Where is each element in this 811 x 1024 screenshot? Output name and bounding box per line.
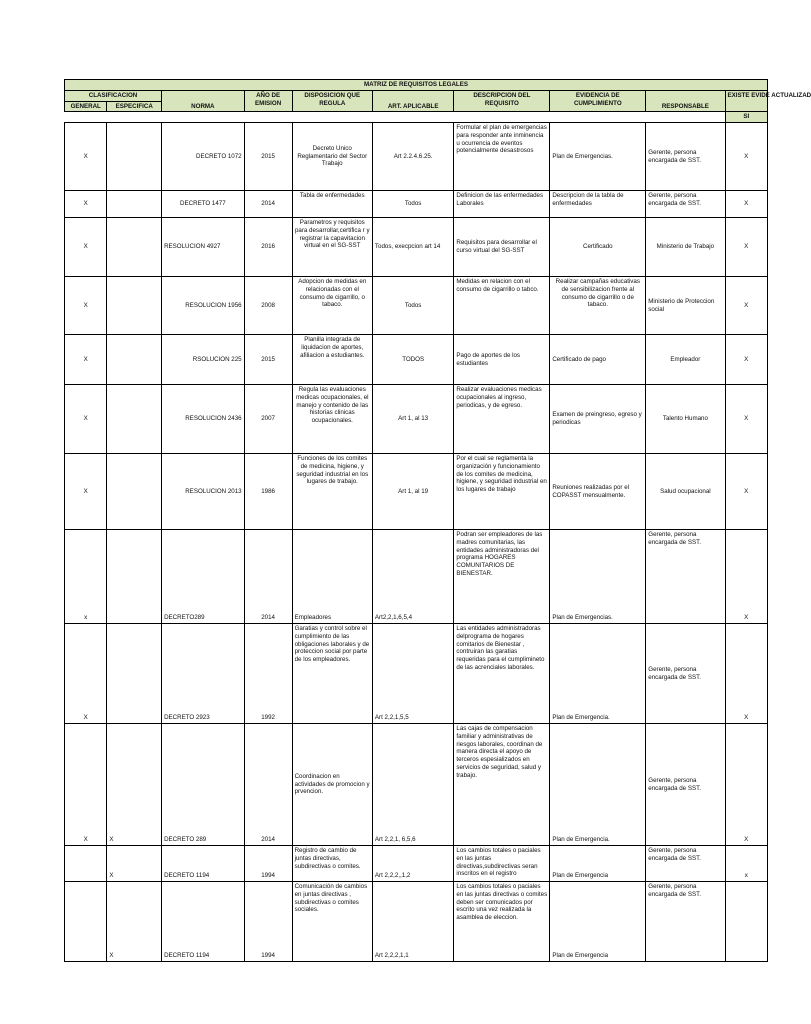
table-row: [65, 530, 768, 624]
cell-disposicion: Garatias y control sobre el cumplimiento de las obligaciones laborales y de proteccion social por parte de los empleadores.: [292, 624, 372, 724]
cell-especifica: [107, 454, 162, 530]
cell-disposicion: Empleadores: [292, 530, 372, 624]
header-si: SI: [725, 112, 768, 123]
table-row: [65, 454, 768, 530]
cell-art: Todos: [372, 191, 453, 218]
cell-general: X: [65, 454, 107, 530]
header-art-aplicable: ART. APLICABLE: [372, 90, 453, 112]
cell-norma: RSOLUCION 225: [162, 335, 245, 385]
cell-evidencia: Realizar campañas educativas de sensibilizacion frente al consumo de cigarrillo o de tabaco.: [550, 277, 646, 335]
cell-descripcion: Podran ser empleadores de las madres comunitarias, las entidades administradoras del programa HOGARES COMUNITARIOS DE BIENESTAR.: [454, 530, 550, 624]
cell-general: [65, 846, 107, 882]
cell-art: Art 2,2,1, 6,5,6: [372, 724, 453, 846]
cell-general: X: [65, 191, 107, 218]
cell-general: [65, 882, 107, 962]
cell-especifica: X: [107, 882, 162, 962]
header-especifica: ESPECIFICA: [107, 101, 162, 112]
cell-responsable: Gerente, persona encargada de SST.: [646, 624, 725, 724]
cell-responsable: Salud ocupacional: [646, 454, 725, 530]
table-row: [65, 724, 768, 846]
cell-evidencia: Plan de Emergencias.: [550, 530, 646, 624]
cell-disposicion: Registro de cambio de juntas directivas, subdirectivas o comites.: [292, 846, 372, 882]
table-row: [65, 123, 768, 191]
cell-general: x: [65, 530, 107, 624]
cell-disposicion: Comunicación de cambios en juntas directivas , subdirectivas o comites sociales.: [292, 882, 372, 962]
cell-evidencia: Plan de Emergencia.: [550, 624, 646, 724]
cell-evidencia: Examen de preingreso, egreso y periodicas: [550, 385, 646, 454]
cell-evidencia: Plan de Emergencia: [550, 846, 646, 882]
cell-si: X: [725, 335, 768, 385]
cell-responsable: Gerente, persona encargada de SST.: [646, 530, 725, 624]
cell-especifica: [107, 385, 162, 454]
cell-general: X: [65, 123, 107, 191]
cell-art: Art 1, al 13: [372, 385, 453, 454]
cell-especifica: [107, 335, 162, 385]
cell-disposicion: Coordinacion en actividades de promocion y prvencion.: [292, 724, 372, 846]
table-row: [65, 882, 768, 962]
cell-responsable: Gerente, persona encargada de SST.: [646, 882, 725, 962]
cell-responsable: Gerente, persona encargada de SST.: [646, 724, 725, 846]
cell-si: X: [725, 277, 768, 335]
cell-anio: 2014: [244, 530, 292, 624]
cell-norma: DECRETO289: [162, 530, 245, 624]
header-spacer: [65, 112, 726, 123]
cell-art: Art 2,2,2,,1,2: [372, 846, 453, 882]
cell-si: X: [725, 724, 768, 846]
cell-descripcion: Definicion de las enfermedades Laborales: [454, 191, 550, 218]
cell-norma: DECRETO 1194: [162, 846, 245, 882]
cell-si: X: [725, 454, 768, 530]
cell-especifica: [107, 123, 162, 191]
table-row: [65, 218, 768, 277]
header-responsable: RESPONSABLE: [646, 90, 725, 112]
cell-norma: DECRETO 289: [162, 724, 245, 846]
cell-descripcion: Por el cual se reglamenta la organización y funcionamiento de los comites de medicina, higiene, y seguridad industrial en los lugares de trabajo: [454, 454, 550, 530]
cell-responsable: Ministerio de Trabajo: [646, 218, 725, 277]
cell-disposicion: Funciones de los comites de medicina, higiene, y seguridad industrial en los lugares de trabajo.: [292, 454, 372, 530]
cell-evidencia: Certificado: [550, 218, 646, 277]
cell-art: Art 2,2,2,1,1: [372, 882, 453, 962]
cell-especifica: [107, 277, 162, 335]
table-row: [65, 846, 768, 882]
cell-general: X: [65, 385, 107, 454]
table-row: [65, 385, 768, 454]
cell-anio: 2014: [244, 191, 292, 218]
cell-descripcion: Medidas en relacion con el consumo de cigarrillo o tabco.: [454, 277, 550, 335]
cell-anio: 1994: [244, 882, 292, 962]
table-row: [65, 335, 768, 385]
cell-descripcion: Formular el plan de emergencias para responder ante inminencia u ocurrencia de eventos potencialmente desastrosos: [454, 123, 550, 191]
cell-anio: 2008: [244, 277, 292, 335]
cell-disposicion: Planilla integrada de liquidacion de aportes, afiliacion a estudiantes.: [292, 335, 372, 385]
cell-art: TODOS: [372, 335, 453, 385]
cell-descripcion: Los cambios totales o paciales en las juntas directivas o comites deben ser comunicados por escrito una vez realizada la asamblea de eleccion.: [454, 882, 550, 962]
cell-evidencia: Certificado de pago: [550, 335, 646, 385]
cell-descripcion: Realizar evaluaciones medicas ocupacionales al ingreso, periodicas, y de egreso.: [454, 385, 550, 454]
cell-disposicion: Adopcion de medidas en relacionadas con el consumo de cigarrillo, o tabaco.: [292, 277, 372, 335]
cell-si: X: [725, 123, 768, 191]
cell-responsable: Gerente, persona encargada de SST.: [646, 846, 725, 882]
header-general: GENERAL: [65, 101, 107, 112]
cell-anio: 2016: [244, 218, 292, 277]
legal-requirements-matrix: [64, 79, 811, 962]
cell-art: Art 1, al 19: [372, 454, 453, 530]
cell-si: X: [725, 530, 768, 624]
cell-general: X: [65, 335, 107, 385]
cell-norma: DECRETO 1194: [162, 882, 245, 962]
cell-si: X: [725, 218, 768, 277]
table-row: [65, 277, 768, 335]
cell-general: X: [65, 724, 107, 846]
cell-si: X: [725, 191, 768, 218]
cell-responsable: Gerente, persona encargada de SST.: [646, 123, 725, 191]
cell-norma: DECRETO 1477: [162, 191, 245, 218]
cell-anio: 2015: [244, 123, 292, 191]
header-clasificacion: CLASIFICACION: [65, 90, 162, 101]
cell-descripcion: Las entidades administradoras delprograma de hogares comitarios de Bienestar , contruiran las garatias requeridas para el cumplimineto de las acrenciales laborales.: [454, 624, 550, 724]
cell-especifica: [107, 530, 162, 624]
cell-art: Art 2.2.4.6.25.: [372, 123, 453, 191]
cell-norma: DECRETO 2923: [162, 624, 245, 724]
table-row: [65, 624, 768, 724]
cell-disposicion: Tabla de enfermedades: [292, 191, 372, 218]
header-disposicion: DISPOSICION QUE REGULA: [292, 90, 372, 112]
cell-general: X: [65, 218, 107, 277]
cell-evidencia: Plan de Emergencia: [550, 882, 646, 962]
cell-descripcion: Requisitos para desarrollar el curso virtual del SG-SST: [454, 218, 550, 277]
cell-norma: RESOLUCION 2013: [162, 454, 245, 530]
cell-responsable: Empleador: [646, 335, 725, 385]
cell-especifica: [107, 218, 162, 277]
header-anio: AÑO DE EMISION: [244, 90, 292, 112]
cell-anio: 2015: [244, 335, 292, 385]
cell-art: Art2,2,1,6,5,4: [372, 530, 453, 624]
cell-responsable: Ministerio de Proteccion social: [646, 277, 725, 335]
header-existe-evidencia: EXISTE EVIDE ACTUALIZAD: [725, 90, 768, 112]
cell-disposicion: Parametros y requisitos para desarrollar,certifica r y registrar la capavitacion virtual en el SG-SST: [292, 218, 372, 277]
cell-anio: 2007: [244, 385, 292, 454]
cell-anio: 1986: [244, 454, 292, 530]
cell-art: Todos, execpcion art 14: [372, 218, 453, 277]
cell-anio: 1992: [244, 624, 292, 724]
cell-norma: RESOLUCION 4927: [162, 218, 245, 277]
header-descripcion: DESCRIPCION DEL REQUISITO: [454, 90, 550, 112]
cell-evidencia: Reuniones realizadas por el COPASST mensualmente.: [550, 454, 646, 530]
cell-descripcion: Pago de aportes de los estudiantes: [454, 335, 550, 385]
cell-general: X: [65, 277, 107, 335]
cell-evidencia: Descripcion de la tabla de enfermedades: [550, 191, 646, 218]
cell-descripcion: Los cambios totales o paciales en las juntas directivas,subdirectivas seran inscritos en el registro: [454, 846, 550, 882]
cell-anio: 1994: [244, 846, 292, 882]
cell-evidencia: Plan de Emergencias.: [550, 123, 646, 191]
cell-evidencia: Plan de Emergencia.: [550, 724, 646, 846]
cell-responsable: Gerente, persona encargada de SST.: [646, 191, 725, 218]
cell-especifica: [107, 191, 162, 218]
cell-disposicion: Regula las evaluaciones medicas ocupacionales, el manejo y contenido de las historias clinicas ocupacionales.: [292, 385, 372, 454]
cell-si: X: [725, 624, 768, 724]
cell-norma: RESOLUCION 2436: [162, 385, 245, 454]
cell-especifica: X: [107, 846, 162, 882]
header-norma: NORMA: [162, 90, 245, 112]
cell-norma: RESOLUCION 1956: [162, 277, 245, 335]
cell-descripcion: Las cajas de compensacion familiar y administrativas de riesgos laborales, coordinan de manera directa el apoyo de terceros espesializados en servicios de seguridad, salud y trabajo.: [454, 724, 550, 846]
cell-especifica: X: [107, 724, 162, 846]
cell-responsable: Talento Humano: [646, 385, 725, 454]
cell-norma: DECRETO 1072: [162, 123, 245, 191]
table-row: [65, 191, 768, 218]
cell-especifica: [107, 624, 162, 724]
cell-si: x: [725, 846, 768, 882]
header-evidencia: EVIDENCIA DE CUMPLIMIENTO: [550, 90, 646, 112]
cell-general: X: [65, 624, 107, 724]
cell-anio: 2014: [244, 724, 292, 846]
cell-disposicion: Decreto Unico Reglamentario del Sector Trabajo: [292, 123, 372, 191]
cell-art: Art 2,2,1,5,5: [372, 624, 453, 724]
matrix-title: MATRIZ DE REQUISITOS LEGALES: [65, 80, 768, 91]
cell-art: Todos: [372, 277, 453, 335]
cell-si: [725, 882, 768, 962]
cell-si: X: [725, 385, 768, 454]
